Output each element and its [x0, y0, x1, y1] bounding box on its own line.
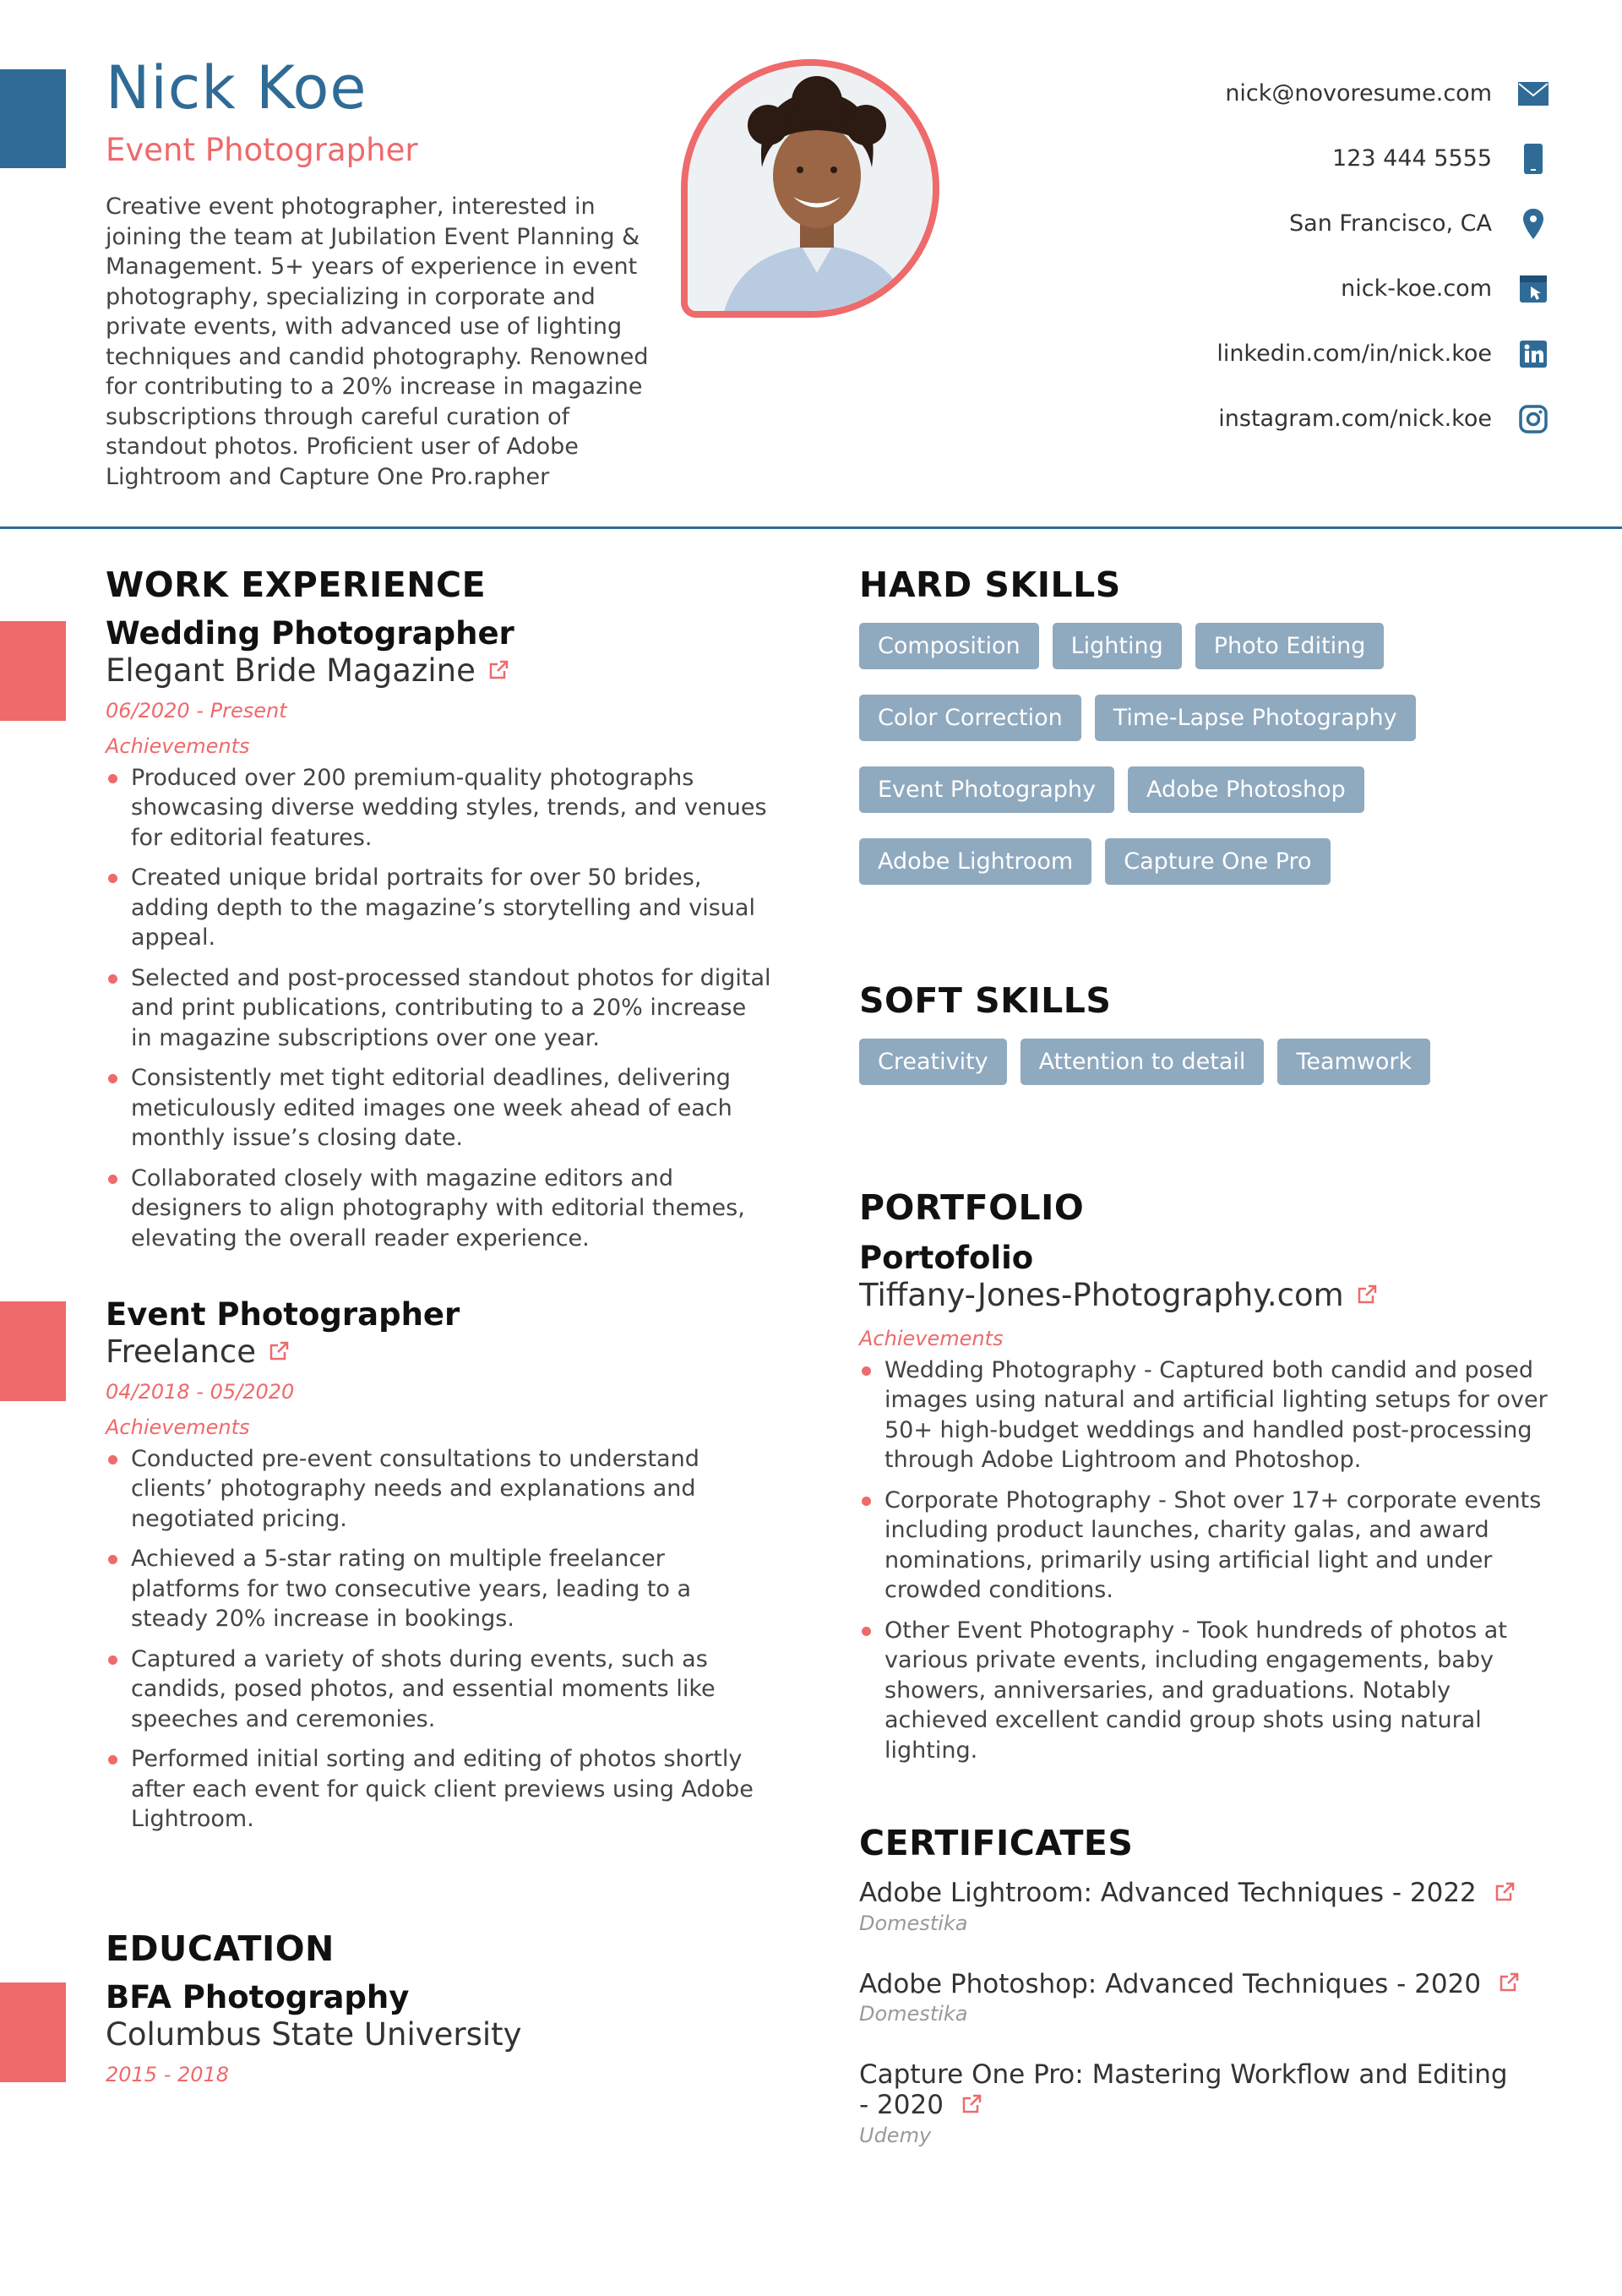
list-item: Selected and post-processed standout photos for digital and print publications, contributing to a 20% increase in magazine subscriptions over one year.: [106, 963, 773, 1054]
job-dates: 06/2020 - Present: [106, 698, 287, 723]
contact-email[interactable]: [1076, 61, 1549, 126]
portfolio-link-text[interactable]: Tiffany-Jones-Photography.com: [859, 1277, 1344, 1314]
skill-tag: Creativity: [859, 1039, 1007, 1085]
certificate-title[interactable]: [859, 2059, 1518, 2122]
contact-location-text: San Francisco, CA: [1289, 210, 1492, 237]
portfolio-list: [859, 1355, 1552, 1766]
external-link-icon[interactable]: [268, 1333, 290, 1371]
contact-website[interactable]: [1076, 256, 1549, 321]
list-item: Performed initial sorting and editing of photos shortly after each event for quick client previews using Adobe Lightroom.: [106, 1744, 773, 1835]
list-item: Created unique bridal portraits for over 50 brides, adding depth to the magazine’s storytelling and visual appeal.: [106, 863, 773, 953]
header-accent-bar: [0, 69, 66, 168]
portfolio-entry: [859, 1240, 1552, 1775]
contact-list: [1076, 61, 1549, 451]
achievements-label: Achievements: [859, 1326, 1004, 1350]
skill-tag: Color Correction: [859, 695, 1081, 741]
external-link-icon[interactable]: [1494, 1879, 1516, 1910]
contact-linkedin[interactable]: [1076, 321, 1549, 386]
certificate-issuer: Udemy: [859, 2123, 932, 2147]
job-title: Event Photographer: [106, 1296, 460, 1333]
location-pin-icon: [1517, 208, 1549, 240]
achievements-label: Achievements: [106, 734, 250, 758]
job-company[interactable]: [106, 652, 773, 690]
contact-location: [1076, 191, 1549, 256]
job-accent-bar-1: [0, 621, 66, 721]
skill-tag: Lighting: [1053, 623, 1182, 669]
job-2: [106, 1296, 773, 1845]
education-accent-bar: [0, 1982, 66, 2082]
certificate-title[interactable]: [859, 1969, 1552, 2001]
job-1: [106, 615, 773, 1263]
portfolio-name: Portofolio: [859, 1240, 1034, 1276]
hard-skills-tags: [859, 623, 1552, 910]
skill-tag: Time-Lapse Photography: [1095, 695, 1416, 741]
skill-tag: Event Photography: [859, 766, 1114, 813]
external-link-icon[interactable]: [961, 2091, 982, 2122]
job-company-name[interactable]: Elegant Bride Magazine: [106, 652, 476, 690]
contact-linkedin-text[interactable]: linkedin.com/in/nick.koe: [1216, 341, 1492, 367]
profile-photo-illustration: [688, 66, 939, 318]
skill-tag: Composition: [859, 623, 1039, 669]
certificate-title-text[interactable]: Adobe Lightroom: Advanced Techniques - 2022: [859, 1878, 1477, 1908]
contact-website-text[interactable]: nick-koe.com: [1341, 275, 1492, 302]
website-icon: [1517, 273, 1549, 305]
header-divider: [0, 526, 1622, 529]
hard-skills-heading: HARD SKILLS: [859, 564, 1121, 605]
certificates-list: [859, 1878, 1552, 2181]
list-item: Captured a variety of shots during events, such as candids, posed photos, and essential moments like speeches and ceremonies.: [106, 1644, 773, 1735]
list-item: Achieved a 5-star rating on multiple freelancer platforms for two consecutive years, leading to a steady 20% increase in bookings.: [106, 1544, 773, 1634]
job-title: Wedding Photographer: [106, 615, 514, 652]
achievements-list: [106, 1444, 773, 1835]
certificate-title-text[interactable]: Capture One Pro: Mastering Workflow and Editing - 2020: [859, 2059, 1508, 2120]
education-school: Columbus State University: [106, 2016, 522, 2053]
skill-tag: Attention to detail: [1021, 1039, 1265, 1085]
list-item: Wedding Photography - Captured both candid and posed images using natural and artificial lighting setups for over 50+ high-budget weddings and handled post-processing through Adobe Lightroom and Photoshop.: [859, 1355, 1552, 1475]
job-dates: 04/2018 - 05/2020: [106, 1379, 295, 1404]
list-item: Corporate Photography - Shot over 17+ corporate events including product launches, charity galas, and award nominations, primarily using artificial light and under crowded conditions.: [859, 1486, 1552, 1606]
soft-skills-heading: SOFT SKILLS: [859, 980, 1112, 1021]
portfolio-heading: PORTFOLIO: [859, 1187, 1085, 1228]
phone-icon: [1517, 143, 1549, 175]
external-link-icon[interactable]: [1498, 1970, 1520, 2000]
skill-tag: Teamwork: [1277, 1039, 1430, 1085]
skill-tag: Adobe Photoshop: [1128, 766, 1364, 813]
education-degree: BFA Photography: [106, 1979, 410, 2015]
education-entry: [106, 1979, 773, 2086]
certificate-title-text[interactable]: Adobe Photoshop: Advanced Techniques - 2020: [859, 1968, 1482, 1999]
job-company[interactable]: [106, 1333, 773, 1371]
job-accent-bar-2: [0, 1301, 66, 1401]
external-link-icon[interactable]: [487, 652, 509, 690]
list-item: Collaborated closely with magazine editors and designers to align photography with editorial themes, elevating the overall reader experience.: [106, 1164, 773, 1254]
linkedin-icon: [1517, 338, 1549, 370]
candidate-role: Event Photographer: [106, 132, 418, 168]
portfolio-link[interactable]: [859, 1277, 1552, 1314]
certificate-item[interactable]: [859, 1878, 1552, 1935]
certificate-item[interactable]: [859, 2059, 1518, 2147]
soft-skills-tags: [859, 1039, 1552, 1110]
profile-photo: [681, 59, 939, 318]
contact-email-text[interactable]: nick@novoresume.com: [1225, 80, 1492, 106]
skill-tag: Adobe Lightroom: [859, 838, 1091, 885]
work-experience-heading: WORK EXPERIENCE: [106, 564, 487, 605]
skill-tag: Photo Editing: [1195, 623, 1385, 669]
contact-phone[interactable]: [1076, 126, 1549, 191]
education-heading: EDUCATION: [106, 1928, 335, 1969]
education-dates: 2015 - 2018: [106, 2062, 230, 2086]
achievements-label: Achievements: [106, 1415, 250, 1439]
summary-text: Creative event photographer, interested in joining the team at Jubilation Event Planning & Management. 5+ years of experience in event photography, specializing in corporate and private events, with advanced use of lighting techniques and candid photography. Renowned for contributing to a 20% increase in magazine subscriptions through careful curation of standout photos. Proficient user of Adobe Lightroom and Capture One Pro.rapher: [106, 194, 649, 490]
certificate-issuer: Domestika: [859, 1911, 968, 1935]
certificates-heading: CERTIFICATES: [859, 1823, 1134, 1863]
list-item: Other Event Photography - Took hundreds of photos at various private events, including engagements, baby showers, anniversaries, and graduations. Notably achieved excellent candid group shots using natural lighting.: [859, 1616, 1552, 1766]
contact-phone-text[interactable]: 123 444 5555: [1332, 145, 1492, 172]
envelope-icon: [1517, 78, 1549, 110]
contact-instagram[interactable]: [1076, 386, 1549, 451]
list-item: Produced over 200 premium-quality photographs showcasing diverse wedding styles, trends, and venues for editorial features.: [106, 763, 773, 854]
skill-tag: Capture One Pro: [1105, 838, 1330, 885]
achievements-list: [106, 763, 773, 1254]
list-item: Consistently met tight editorial deadlines, delivering meticulously edited images one week ahead of each monthly issue’s closing date.: [106, 1063, 773, 1153]
job-company-name[interactable]: Freelance: [106, 1333, 257, 1371]
certificate-issuer: Domestika: [859, 2002, 968, 2026]
contact-instagram-text[interactable]: instagram.com/nick.koe: [1218, 406, 1492, 432]
certificate-item[interactable]: [859, 1969, 1552, 2026]
candidate-name: Nick Koe: [106, 53, 367, 123]
external-link-icon[interactable]: [1356, 1277, 1378, 1314]
list-item: Conducted pre-event consultations to understand clients’ photography needs and explanations and negotiated pricing.: [106, 1444, 773, 1535]
certificate-title[interactable]: [859, 1878, 1552, 1910]
instagram-icon: [1517, 403, 1549, 435]
